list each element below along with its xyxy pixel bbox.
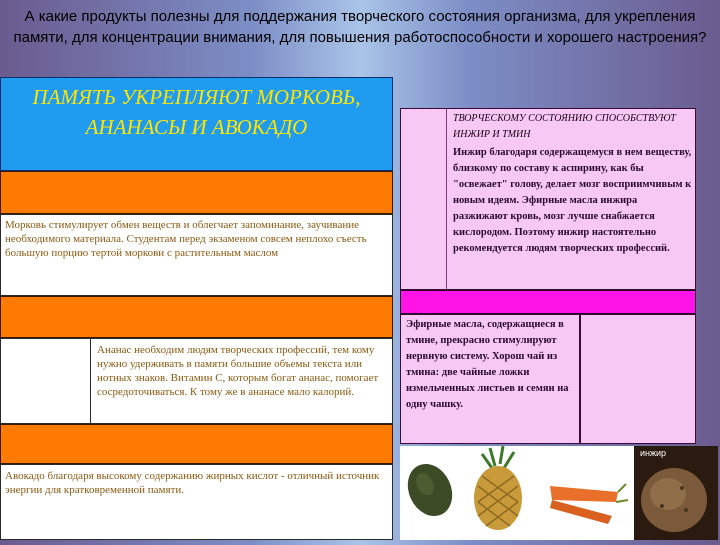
orange-band <box>0 296 393 338</box>
pink-side-cell <box>401 109 447 289</box>
fig-photo-label: инжир <box>640 448 667 458</box>
fig-box <box>400 108 696 290</box>
carrot-text: Морковь стимулирует обмен веществ и облегчает запоминание, заучивание необходимого материала. Студентам перед экзаменом совсем неплохо съесть большую порцию тертой моркови с растительным маслом <box>0 214 393 296</box>
cumin-text: Эфирные масла, содержащиеся в тмине, прекрасно стимулируют нервную систему. Хорош чай из тмина: две чайные ложки измельченных листьев и семян на одну чашку. <box>400 314 580 444</box>
avocado-text: Авокадо благодаря высокому содержанию жирных кислот - отличный источник энергии для кратковременной памяти. <box>0 464 393 540</box>
empty-cell <box>1 339 91 423</box>
memory-heading: ПАМЯТЬ УКРЕПЛЯЮТ МОРКОВЬ, АНАНАСЫ И АВОКАДО <box>0 77 393 171</box>
magenta-band <box>400 290 696 314</box>
product-photos <box>400 446 718 540</box>
fig-text: Инжир благодаря содержащемуся в нем веществу, близкому по составу к аспирину, как бы "освежает" голову, делает мозг восприимчивым к новым идеям. Эфирные масла инжира разжижают кровь, мозг лучше снабжается кислородом. Поэтому инжир настоятельно рекомендуется людям творческих профессий. <box>453 147 692 254</box>
creative-heading: ТВОРЧЕСКОМУ СОСТОЯНИЮ СПОСОБСТВУЮТ ИНЖИР И ТМИН <box>453 113 676 140</box>
pineapple-row <box>0 338 393 424</box>
pink-empty-cell <box>580 314 696 444</box>
page-title: А какие продукты полезны для поддержания творческого состояния организма, для укрепления памяти, для концентрации внимания, для повышения работоспособности и хорошего настроения? <box>13 8 707 46</box>
pineapple-text: Ананас необходим людям творческих профессий, тем кому нужно удерживать в памяти большие объемы текста или нотных знаков. Витамин С, которым богат ананас, помогает сосредоточиваться. К тому же в ананасе мало калорий. <box>97 344 379 398</box>
photo-strip <box>400 446 718 540</box>
pineapple-icon <box>474 446 522 530</box>
avocado-icon <box>400 457 460 524</box>
fig-icon <box>634 446 718 540</box>
orange-band <box>0 171 393 214</box>
orange-band <box>0 424 393 464</box>
carrot-icon <box>550 484 628 524</box>
